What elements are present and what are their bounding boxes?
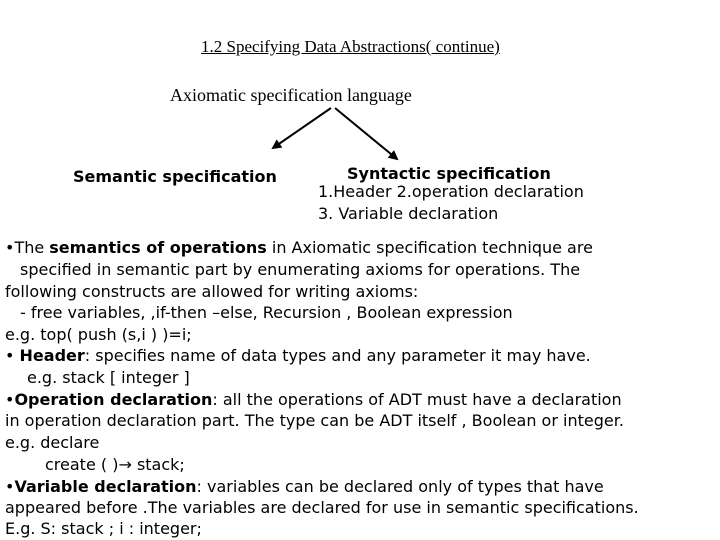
- syntactic-specification-label: Syntactic specification: [347, 164, 551, 183]
- syntactic-parts-line1: 1.Header 2.operation declaration: [318, 182, 584, 201]
- body-line-11: create ( )→ stack;: [45, 455, 185, 474]
- body-line-10: e.g. declare: [5, 433, 100, 452]
- body-line-1: •The semantics of operations in Axiomatic specification technique are: [5, 238, 593, 257]
- syntactic-parts-line2: 3. Variable declaration: [318, 204, 499, 223]
- subtitle: Axiomatic specification language: [170, 85, 412, 105]
- body-line-9: in operation declaration part. The type can be ADT itself , Boolean or integer.: [5, 411, 624, 430]
- body-line-2: specified in semantic part by enumerating axioms for operations. The: [20, 260, 581, 279]
- body-line-3: following constructs are allowed for writing axioms:: [5, 282, 419, 301]
- body-line-5: e.g. top( push (s,i ) )=i;: [5, 325, 192, 344]
- arrow-right: [335, 108, 397, 159]
- right-arrow-icon: →: [118, 455, 132, 474]
- body-line-4: - free variables, ,if-then –else, Recursion , Boolean expression: [20, 303, 513, 322]
- body-line-7: e.g. stack [ integer ]: [27, 368, 190, 387]
- arrow-left: [273, 108, 331, 148]
- body-line-8: •Operation declaration: all the operations of ADT must have a declaration: [5, 390, 622, 409]
- body-line-14: E.g. S: stack ; i : integer;: [5, 519, 202, 538]
- semantic-specification-label: Semantic specification: [73, 167, 277, 186]
- body-line-6: • Header: specifies name of data types and any parameter it may have.: [5, 346, 591, 365]
- body-line-12: •Variable declaration: variables can be declared only of types that have: [5, 477, 604, 496]
- body-line-13: appeared before .The variables are declared for use in semantic specifications.: [5, 498, 639, 517]
- page-title: 1.2 Specifying Data Abstractions( continue): [201, 37, 500, 56]
